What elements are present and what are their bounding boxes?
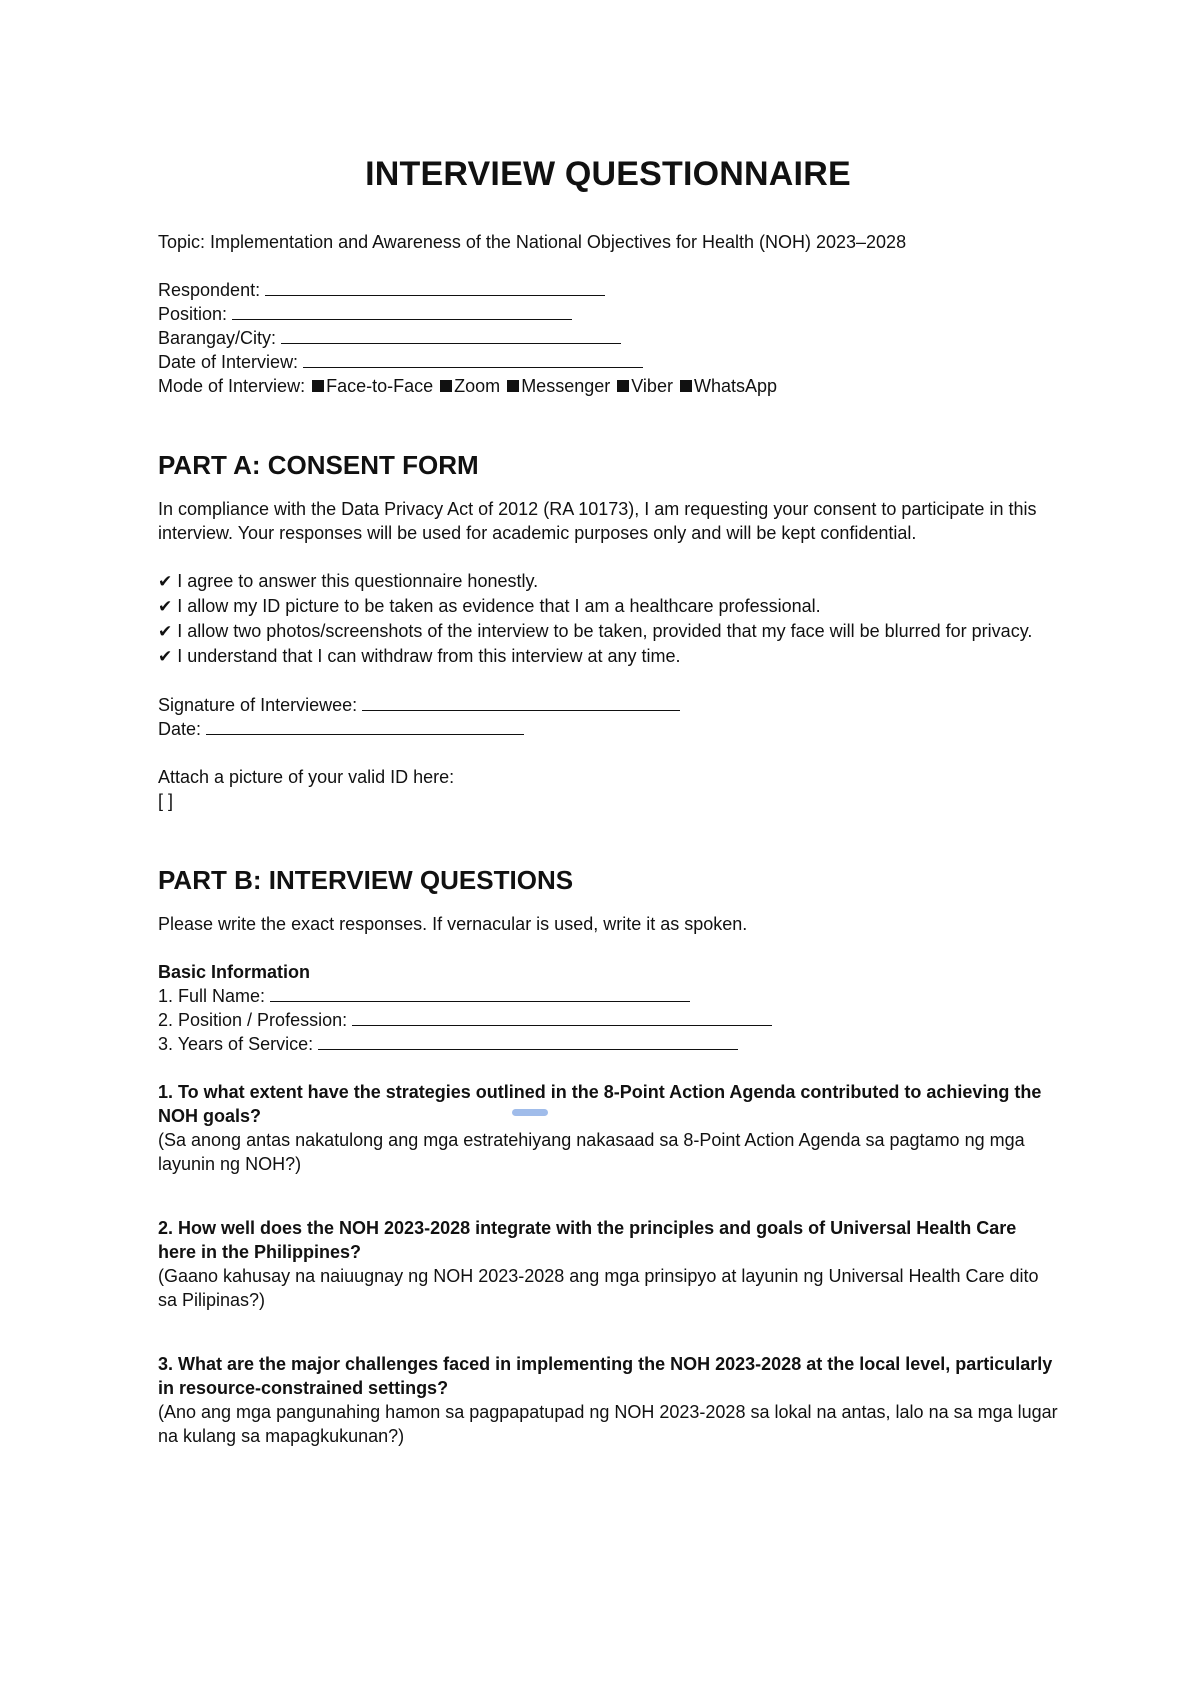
position-blank[interactable] bbox=[232, 303, 572, 320]
document-page bbox=[158, 155, 1058, 1448]
profession-field bbox=[158, 1008, 1058, 1032]
checkbox-icon[interactable] bbox=[680, 380, 692, 392]
consent-item-text: I agree to answer this questionnaire honestly. bbox=[177, 571, 539, 591]
attach-id-label: Attach a picture of your valid ID here: bbox=[158, 767, 455, 787]
position-field bbox=[158, 302, 1058, 326]
question-2-translation: (Gaano kahusay na naiuugnay ng NOH 2023-2028 ang mga prinsipyo at layunin ng Universal Health Care dito sa Pilipinas?) bbox=[158, 1266, 1039, 1310]
consent-date-blank[interactable] bbox=[206, 718, 524, 735]
signature-field bbox=[158, 693, 1058, 717]
checkmark-icon: ✔ bbox=[158, 622, 173, 642]
mode-label: Mode of Interview: bbox=[158, 376, 306, 396]
respondent-field bbox=[158, 278, 1058, 302]
barangay-blank[interactable] bbox=[281, 327, 621, 344]
consent-item-text: I allow two photos/screenshots of the interview to be taken, provided that my face will be blurred for privacy. bbox=[177, 621, 1033, 641]
profession-label: 2. Position / Profession: bbox=[158, 1010, 348, 1030]
barangay-field bbox=[158, 326, 1058, 350]
consent-item bbox=[158, 619, 1058, 644]
respondent-blank[interactable] bbox=[265, 279, 605, 296]
respondent-label: Respondent: bbox=[158, 280, 261, 300]
question-3-translation: (Ano ang mga pangunahing hamon sa pagpapatupad ng NOH 2023-2028 sa lokal na antas, lalo na sa mga lugar na kulang sa mapagkukunan?) bbox=[158, 1402, 1058, 1446]
question-1: 1. To what extent have the strategies outlined in the 8-Point Action Agenda contributed to achieving the NOH goals? bbox=[158, 1082, 1042, 1126]
page-title: INTERVIEW QUESTIONNAIRE bbox=[365, 155, 851, 193]
mode-of-interview bbox=[158, 374, 1058, 398]
consent-date-label: Date: bbox=[158, 719, 202, 739]
consent-item-text: I understand that I can withdraw from this interview at any time. bbox=[177, 646, 681, 666]
highlight-mark bbox=[512, 1109, 548, 1116]
basic-info-heading: Basic Information bbox=[158, 962, 311, 982]
part-b-heading: PART B: INTERVIEW QUESTIONS bbox=[158, 865, 574, 895]
checkbox-icon[interactable] bbox=[312, 380, 324, 392]
years-service-label: 3. Years of Service: bbox=[158, 1034, 314, 1054]
attach-id-box[interactable]: [ ] bbox=[158, 791, 174, 811]
mode-option: Viber bbox=[631, 376, 673, 396]
signature-blank[interactable] bbox=[362, 694, 680, 711]
topic-line: Topic: Implementation and Awareness of the National Objectives for Health (NOH) 2023–2028 bbox=[158, 232, 907, 252]
mode-option: WhatsApp bbox=[693, 376, 778, 396]
consent-date-field bbox=[158, 717, 1058, 741]
checkbox-icon[interactable] bbox=[617, 380, 629, 392]
years-service-blank[interactable] bbox=[318, 1033, 738, 1050]
full-name-field bbox=[158, 984, 1058, 1008]
part-a-heading: PART A: CONSENT FORM bbox=[158, 450, 479, 480]
interview-date-label: Date of Interview: bbox=[158, 352, 299, 372]
mode-option: Face-to-Face bbox=[326, 376, 434, 396]
interview-date-field bbox=[158, 350, 1058, 374]
checkbox-icon[interactable] bbox=[507, 380, 519, 392]
mode-option: Messenger bbox=[521, 376, 611, 396]
consent-item-text: I allow my ID picture to be taken as evidence that I am a healthcare professional. bbox=[177, 596, 821, 616]
checkbox-icon[interactable] bbox=[440, 380, 452, 392]
question-1-translation: (Sa anong antas nakatulong ang mga estratehiyang nakasaad sa 8-Point Action Agenda sa pagtamo ng mga layunin ng NOH?) bbox=[158, 1130, 1025, 1174]
full-name-label: 1. Full Name: bbox=[158, 986, 266, 1006]
consent-intro: In compliance with the Data Privacy Act of 2012 (RA 10173), I am requesting your consent to participate in this interview. Your responses will be used for academic purposes only and will be kept confidential. bbox=[158, 499, 1037, 543]
signature-label: Signature of Interviewee: bbox=[158, 695, 358, 715]
consent-item bbox=[158, 594, 1058, 619]
consent-item bbox=[158, 644, 1058, 669]
checkmark-icon: ✔ bbox=[158, 647, 173, 667]
profession-blank[interactable] bbox=[352, 1009, 772, 1026]
consent-item bbox=[158, 569, 1058, 594]
years-service-field bbox=[158, 1032, 1058, 1056]
position-label: Position: bbox=[158, 304, 228, 324]
full-name-blank[interactable] bbox=[270, 985, 690, 1002]
checkmark-icon: ✔ bbox=[158, 597, 173, 617]
part-b-instruction: Please write the exact responses. If vernacular is used, write it as spoken. bbox=[158, 914, 748, 934]
question-3: 3. What are the major challenges faced in implementing the NOH 2023-2028 at the local level, particularly in resource-constrained settings? bbox=[158, 1354, 1053, 1398]
checkmark-icon: ✔ bbox=[158, 572, 173, 592]
interview-date-blank[interactable] bbox=[303, 351, 643, 368]
barangay-label: Barangay/City: bbox=[158, 328, 277, 348]
mode-option: Zoom bbox=[454, 376, 501, 396]
question-2: 2. How well does the NOH 2023-2028 integrate with the principles and goals of Universal Health Care here in the Philippines? bbox=[158, 1218, 1017, 1262]
